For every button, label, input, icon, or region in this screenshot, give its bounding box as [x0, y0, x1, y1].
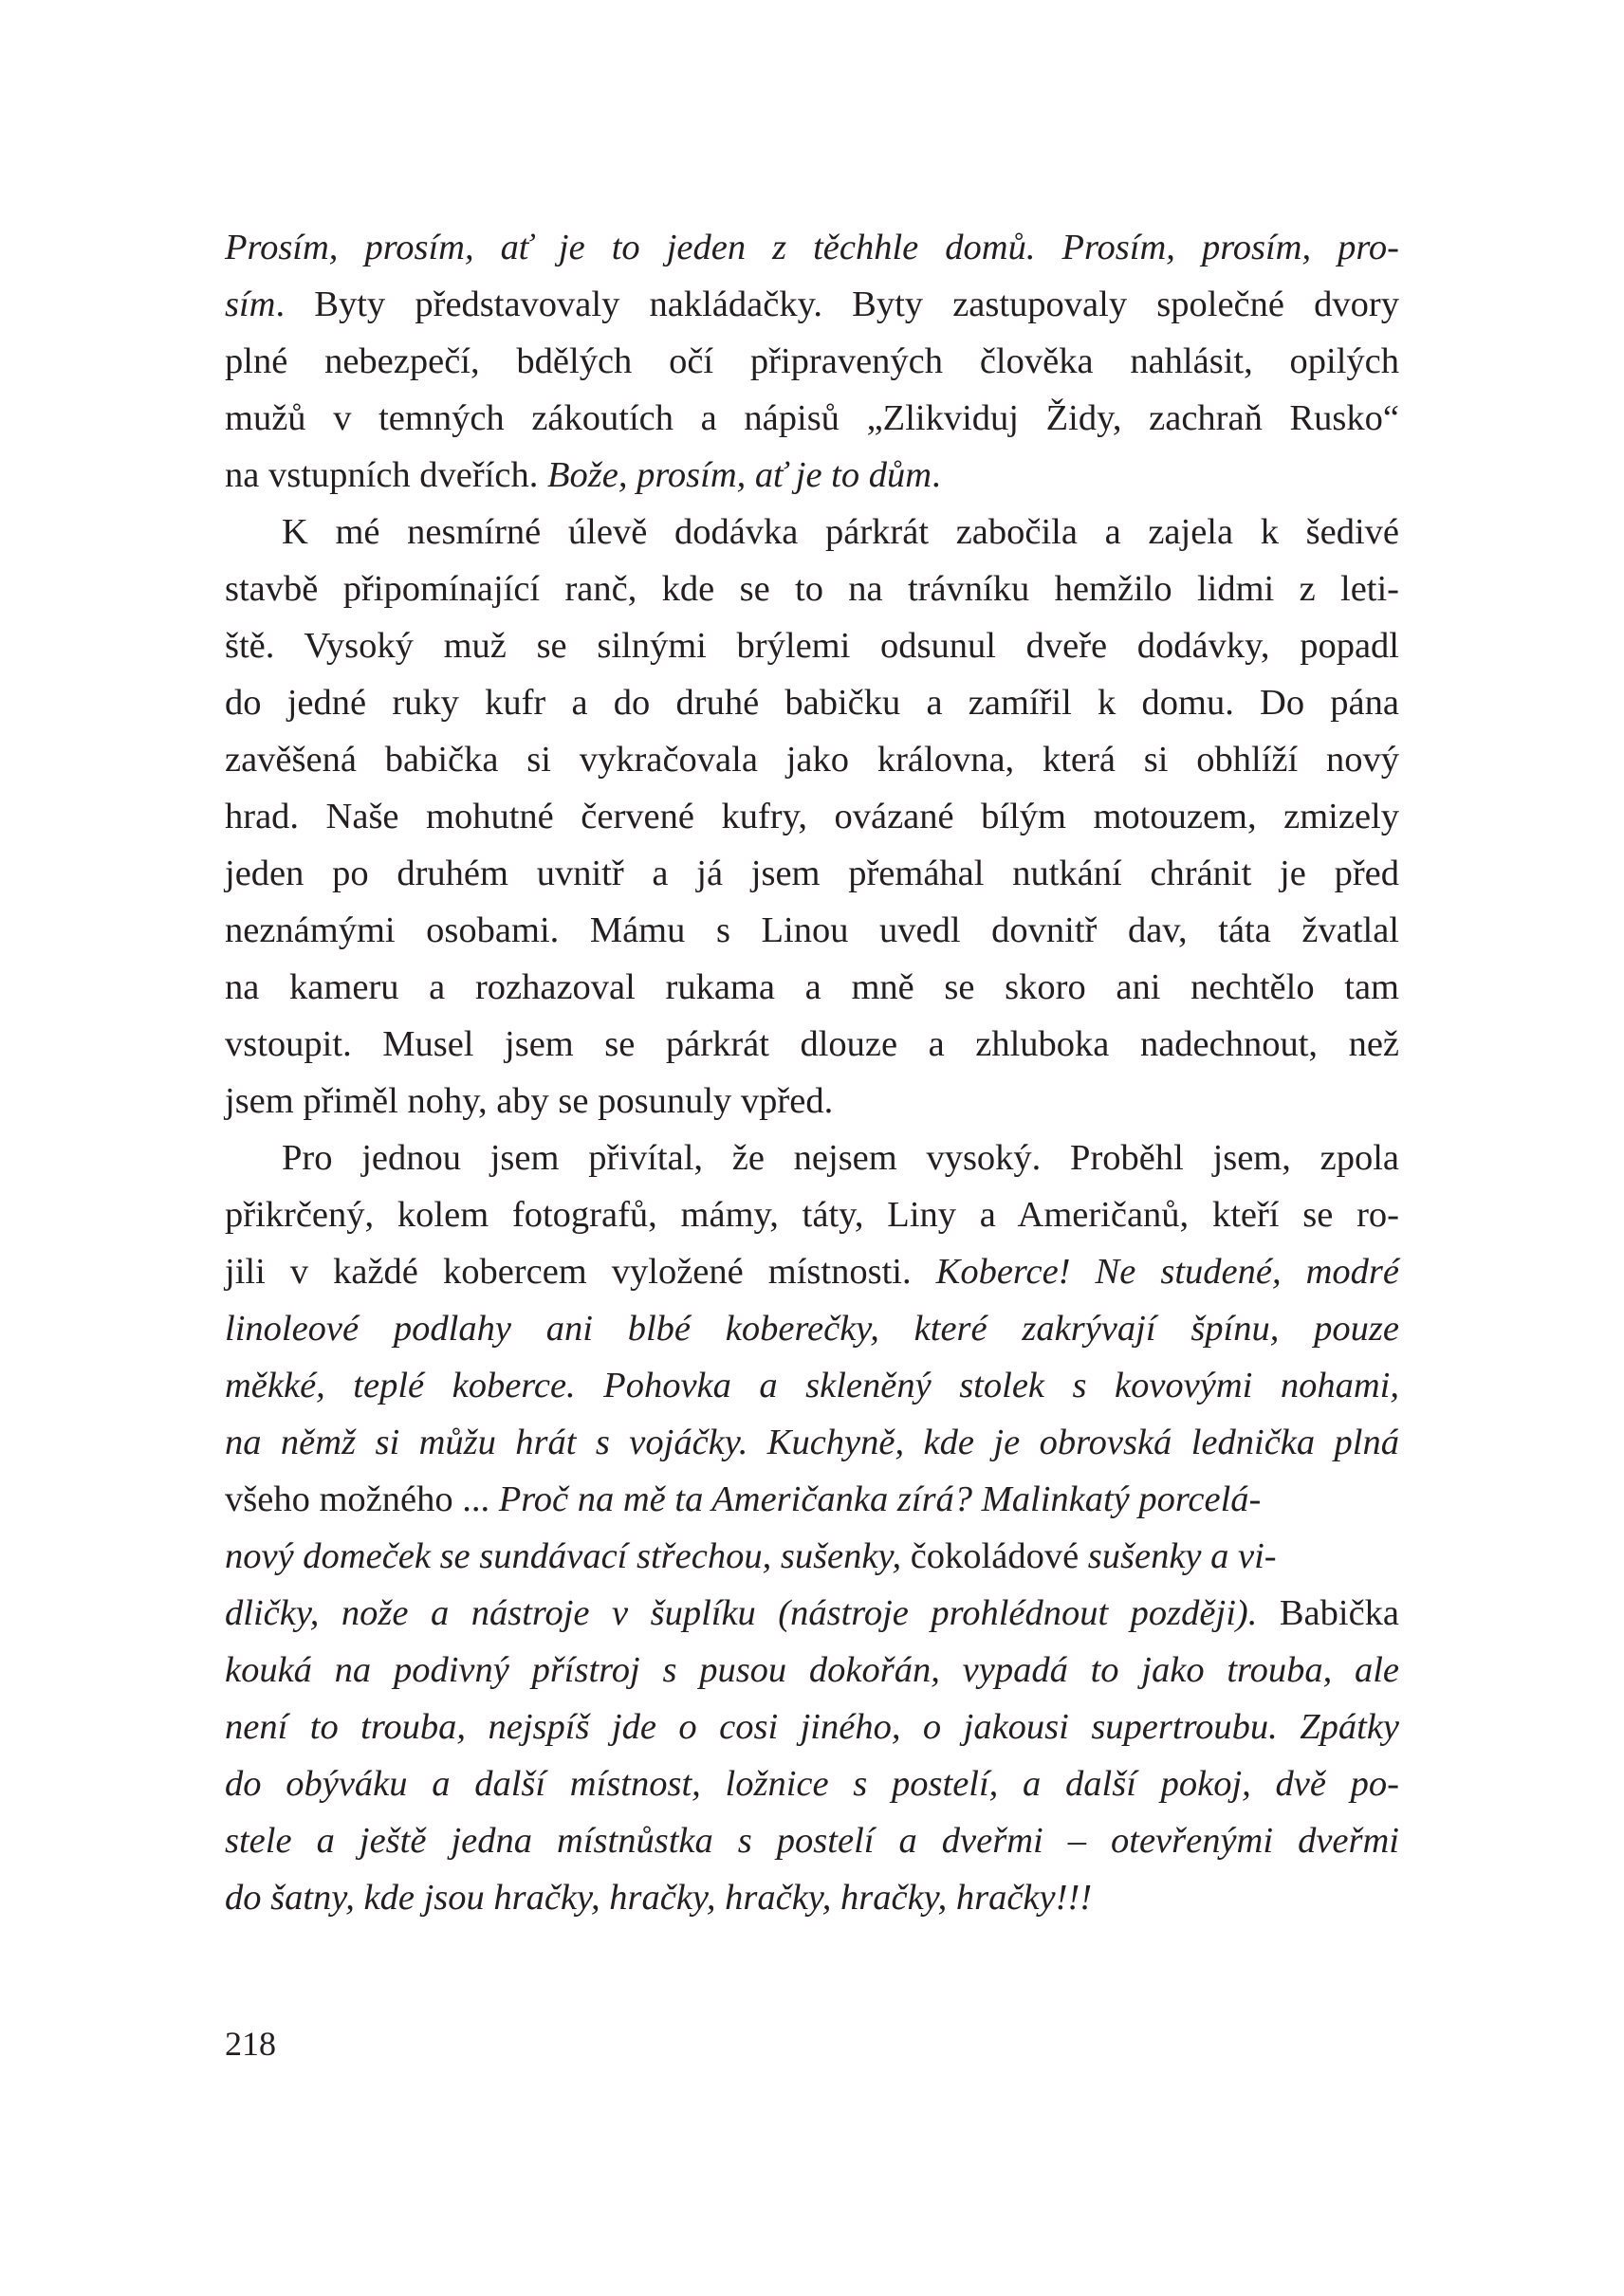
- text-line: [225, 1186, 1399, 1243]
- roman-text: neznámými osobami. Mámu s Linou uvedl dovnitř dav, táta žvatlal: [225, 910, 1399, 950]
- roman-text: Babička: [1279, 1593, 1399, 1633]
- italic-text: měkké, teplé koberce. Pohovka a skleněný stolek s kovovými nohami,: [225, 1366, 1399, 1405]
- text-line: [225, 1642, 1399, 1699]
- text-line: [225, 1471, 1399, 1528]
- roman-text: zavěšená babička si vykračovala jako královna, která si obhlíží nový: [225, 740, 1399, 780]
- italic-text: stele a ještě jedna místnůstka s postelí a dveřmi – otevřenými dveřmi: [225, 1821, 1399, 1861]
- text-line: [225, 1073, 1399, 1130]
- italic-text: Proč na mě ta Američanka zírá? Malinkatý porcelá-: [498, 1479, 1262, 1519]
- text-line: [225, 1699, 1399, 1755]
- paragraph: [225, 504, 1399, 1130]
- italic-text: nový domeček se sundávací střechou, sušenky,: [225, 1536, 911, 1576]
- text-line: [225, 1812, 1399, 1869]
- text-line: [225, 1016, 1399, 1073]
- paragraph: [225, 1130, 1399, 1926]
- roman-text: mužů v temných zákoutích a nápisů „Zlikviduj Židy, zachraň Rusko“: [225, 398, 1399, 438]
- roman-text: všeho možného ...: [225, 1479, 499, 1519]
- text-line: [225, 1130, 1399, 1186]
- roman-text: . Byty představovaly nakládačky. Byty zastupovaly společné dvory: [275, 285, 1399, 324]
- italic-text: Bože, prosím, ať je to dům: [547, 455, 932, 495]
- roman-text: jili v každé kobercem vyložené místnosti.: [225, 1252, 936, 1292]
- roman-text: čokoládové: [910, 1536, 1088, 1576]
- text-line: [225, 1300, 1399, 1357]
- roman-text: K mé nesmírné úlevě dodávka párkrát zabočila a zajela k šedivé: [282, 512, 1399, 552]
- text-line: [225, 333, 1399, 390]
- roman-text: Pro jednou jsem přivítal, že nejsem vysoký. Proběhl jsem, zpola: [282, 1138, 1399, 1178]
- text-line: [225, 1869, 1399, 1926]
- text-line: [225, 1585, 1399, 1642]
- text-line: [225, 617, 1399, 674]
- roman-text: jsem přiměl nohy, aby se posunuly vpřed.: [225, 1081, 834, 1121]
- italic-text: Koberce! Ne studené, modré: [935, 1252, 1399, 1292]
- roman-text: plné nebezpečí, bdělých očí připravených člověka nahlásit, opilých: [225, 341, 1399, 381]
- italic-text: sušenky a vi-: [1087, 1536, 1277, 1576]
- italic-text: do obýváku a další místnost, ložnice s postelí, a další pokoj, dvě po-: [225, 1764, 1399, 1804]
- text-line: [225, 1528, 1399, 1585]
- roman-text: na vstupních dveřích.: [225, 455, 547, 495]
- text-line: [225, 1755, 1399, 1812]
- text-line: [225, 1414, 1399, 1471]
- roman-text: do jedné ruky kufr a do druhé babičku a zamířil k domu. Do pána: [225, 683, 1399, 723]
- italic-text: není to trouba, nejspíš jde o cosi jiného, o jakousi supertroubu. Zpátky: [225, 1707, 1399, 1747]
- italic-text: linoleové podlahy ani blbé koberečky, které zakrývají špínu, pouze: [225, 1309, 1399, 1349]
- paragraph: [225, 219, 1399, 504]
- italic-text: sím: [225, 285, 276, 324]
- text-line: [225, 1357, 1399, 1414]
- page-number: 218: [225, 2025, 276, 2063]
- italic-text: kouká na podivný přístroj s pusou dokořán, vypadá to jako trouba, ale: [225, 1650, 1399, 1690]
- italic-text: dličky, nože a nástroje v šuplíku (nástroje prohlédnout později).: [225, 1593, 1280, 1633]
- roman-text: .: [932, 455, 941, 495]
- text-line: [225, 674, 1399, 731]
- text-line: [225, 731, 1399, 788]
- text-line: [225, 504, 1399, 560]
- roman-text: hrad. Naše mohutné červené kufry, ovázané bílým motouzem, zmizely: [225, 797, 1399, 836]
- text-line: [225, 219, 1399, 276]
- roman-text: na kameru a rozhazoval rukama a mně se skoro ani nechtělo tam: [225, 967, 1399, 1007]
- roman-text: jeden po druhém uvnitř a já jsem přemáhal nutkání chránit je před: [225, 854, 1399, 893]
- text-line: [225, 276, 1399, 333]
- roman-text: vstoupit. Musel jsem se párkrát dlouze a zhluboka nadechnout, než: [225, 1024, 1399, 1064]
- text-line: [225, 560, 1399, 617]
- roman-text: stavbě připomínající ranč, kde se to na trávníku hemžilo lidmi z leti-: [225, 569, 1399, 609]
- roman-text: ště. Vysoký muž se silnými brýlemi odsunul dveře dodávky, popadl: [225, 626, 1399, 666]
- text-line: [225, 447, 1399, 504]
- roman-text: přikrčený, kolem fotografů, mámy, táty, Liny a Američanů, kteří se ro-: [225, 1195, 1399, 1235]
- text-line: [225, 845, 1399, 902]
- italic-text: do šatny, kde jsou hračky, hračky, hračky, hračky, hračky!!!: [225, 1878, 1093, 1918]
- text-line: [225, 788, 1399, 845]
- text-line: [225, 390, 1399, 447]
- italic-text: na němž si můžu hrát s vojáčky. Kuchyně, kde je obrovská lednička plná: [225, 1423, 1399, 1462]
- text-line: [225, 1243, 1399, 1300]
- body-text: [225, 219, 1399, 1926]
- italic-text: Prosím, prosím, ať je to jeden z těchhle domů. Prosím, prosím, pro-: [225, 228, 1399, 267]
- text-line: [225, 902, 1399, 959]
- text-line: [225, 959, 1399, 1016]
